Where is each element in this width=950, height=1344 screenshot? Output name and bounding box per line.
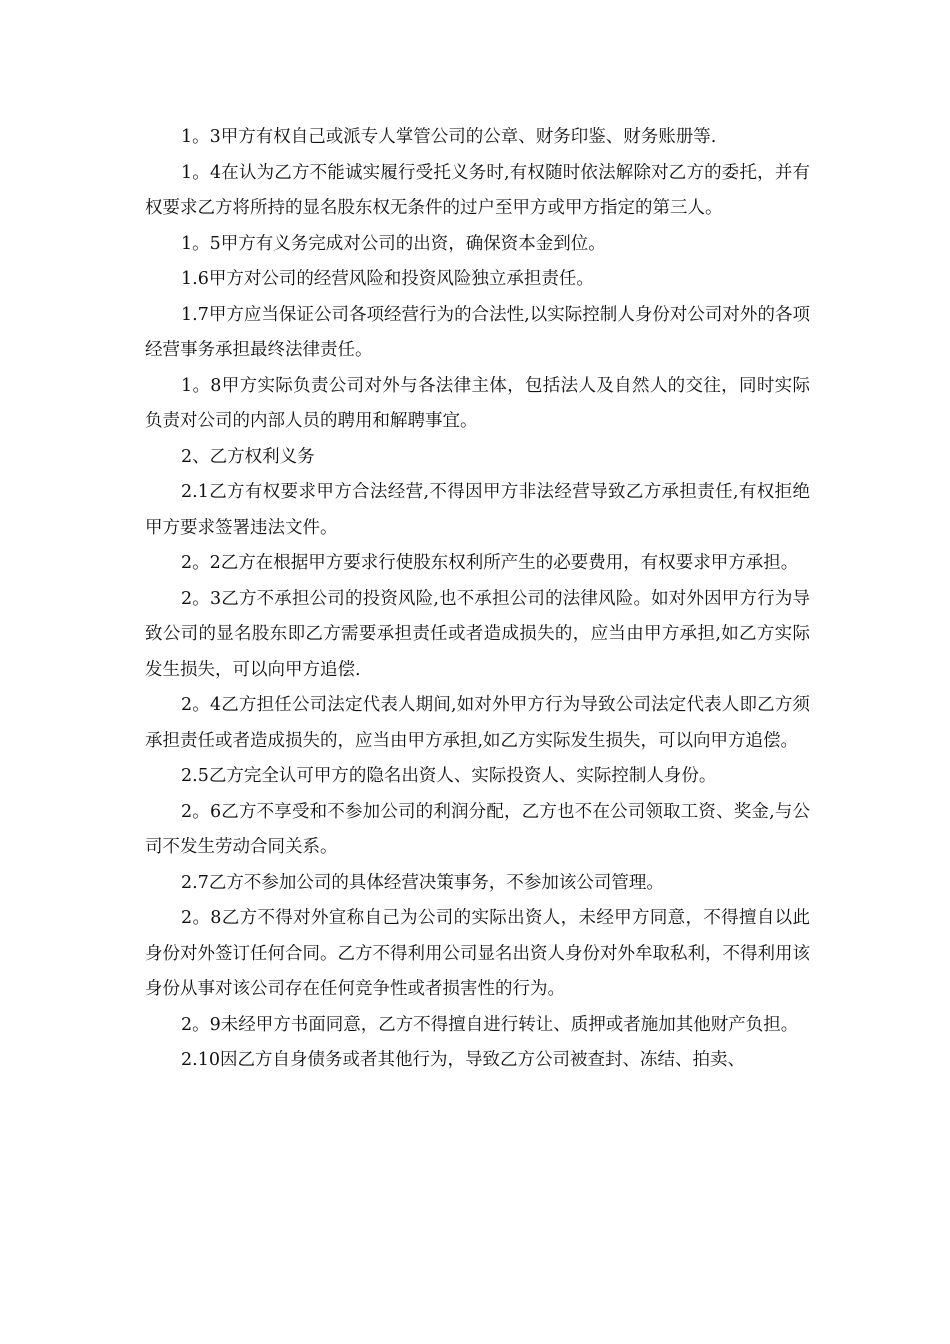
clause-2-5: 2.5乙方完全认可甲方的隐名出资人、实际投资人、实际控制人身份。 — [181, 766, 717, 786]
document-body — [145, 120, 810, 1079]
clause-2-2: 2。2乙方在根据甲方要求行使股东权利所产生的必要费用，有权要求甲方承担。 — [181, 553, 799, 573]
clause-1-8: 1。8甲方实际负责公司对外与各法律主体，包括法人及自然人的交往，同时实际负责对公司的内部人员的聘用和解聘事宜。 — [145, 375, 810, 431]
clause-2-10: 2.10因乙方自身债务或者其他行为，导致乙方公司被查封、冻结、拍卖、 — [181, 1050, 745, 1070]
clause-1-3: 1。3甲方有权自己或派专人掌管公司的公章、财务印鉴、财务账册等. — [181, 127, 717, 147]
clause-2-6: 2。6乙方不享受和不参加公司的利润分配，乙方也不在公司领取工资、奖金,与公司不发生劳动合同关系。 — [145, 801, 810, 857]
clause-2-9: 2。9未经甲方书面同意，乙方不得擅自进行转让、质押或者施加其他财产负担。 — [181, 1014, 799, 1035]
clause-2-7: 2.7乙方不参加公司的具体经营决策事务，不参加该公司管理。 — [181, 872, 664, 893]
clause-1-6: 1.6甲方对公司的经营风险和投资风险独立承担责任。 — [181, 269, 594, 289]
clause-1-5: 1。5甲方有义务完成对公司的出资，确保资本金到位。 — [181, 233, 606, 254]
clause-2-3: 2。3乙方不承担公司的投资风险,也不承担公司的法律风险。如对外因甲方行为导致公司的显名股东即乙方需要承担责任或者造成损失的，应当由甲方承担,如乙方实际发生损失，可以向甲方追偿. — [145, 588, 810, 680]
clause-2-8: 2。8乙方不得对外宣称自己为公司的实际出资人，未经甲方同意，不得擅自以此身份对外签订任何合同。乙方不得利用公司显名出资人身份对外牟取私利，不得利用该身份从事对该公司存在任何竞争性或者损害性的行为。 — [145, 908, 810, 999]
clause-1-7: 1.7甲方应当保证公司各项经营行为的合法性,以实际控制人身份对公司对外的各项经营事务承担最终法律责任。 — [145, 304, 810, 360]
clause-1-4: 1。4在认为乙方不能诚实履行受托义务时,有权随时依法解除对乙方的委托，并有权要求乙方将所持的显名股东权无条件的过户至甲方或甲方指定的第三人。 — [145, 162, 810, 218]
clause-2-4: 2。4乙方担任公司法定代表人期间,如对外甲方行为导致公司法定代表人即乙方须承担责任或者造成损失的，应当由甲方承担,如乙方实际发生损失，可以向甲方追偿。 — [145, 695, 810, 751]
clause-2-1: 2.1乙方有权要求甲方合法经营,不得因甲方非法经营导致乙方承担责任,有权拒绝甲方要求签署违法文件。 — [145, 482, 810, 538]
section-2-heading: 2、乙方权利义务 — [181, 446, 315, 467]
